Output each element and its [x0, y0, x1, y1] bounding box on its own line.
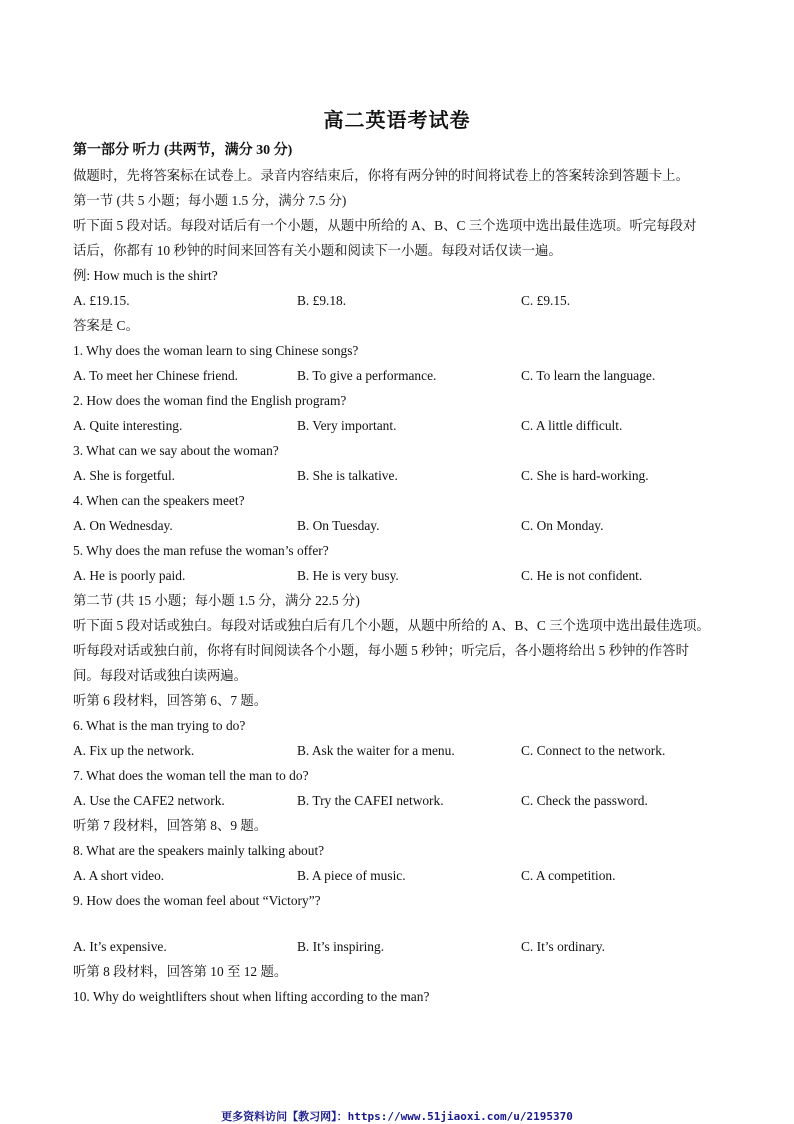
section2-instruction: 听下面 5 段对话或独白。每段对话或独白后有几个小题，从题中所给的 A、B、C 三个选项中选出最佳选项。: [73, 618, 710, 633]
footer-link[interactable]: 更多资料访问【教习网】：https://www.51jiaoxi.com/u/2195370: [221, 1110, 573, 1123]
example-answer: 答案是 C。: [73, 318, 139, 333]
question-8-option-b: B. A piece of music.: [297, 868, 406, 883]
question-8-option-c: C. A competition.: [521, 868, 616, 883]
question-9-option-b: B. It’s inspiring.: [297, 939, 385, 954]
question-3-option-a: A. She is forgetful.: [73, 468, 176, 483]
question-5-option-a: A. He is poorly paid.: [73, 568, 186, 583]
question-2-option-b: B. Very important.: [297, 418, 397, 433]
question-10: 10. Why do weightlifters shout when lifting according to the man?: [73, 989, 430, 1004]
question-9-option-a: A. It’s expensive.: [73, 939, 167, 954]
question-3: 3. What can we say about the woman?: [73, 443, 279, 458]
intro-text: 做题时，先将答案标在试卷上。录音内容结束后，你将有两分钟的时间将试卷上的答案转涂到答题卡上。: [73, 168, 689, 183]
question-6: 6. What is the man trying to do?: [73, 718, 246, 733]
question-6-option-a: A. Fix up the network.: [73, 743, 195, 758]
section1-instruction: 话后，你都有 10 秒钟的时间来回答有关小题和阅读下一小题。每段对话仅读一遍。: [73, 243, 562, 258]
section2-instruction: 间。每段对话或独白读两遍。: [73, 668, 248, 683]
question-4-option-b: B. On Tuesday.: [297, 518, 380, 533]
part1-heading: 第一部分 听力 (共两节，满分 30 分): [73, 143, 293, 158]
question-1-option-a: A. To meet her Chinese friend.: [73, 368, 239, 383]
question-7-option-a: A. Use the CAFE2 network.: [73, 793, 225, 808]
question-9: 9. How does the woman feel about “Victory”?: [73, 893, 321, 908]
question-4-option-a: A. On Wednesday.: [73, 518, 173, 533]
question-2-option-a: A. Quite interesting.: [73, 418, 183, 433]
example-option-c: C. £9.15.: [521, 293, 571, 308]
question-6-option-c: C. Connect to the network.: [521, 743, 666, 758]
question-3-option-c: C. She is hard-working.: [521, 468, 649, 483]
material-8-note: 听第 8 段材料，回答第 10 至 12 题。: [73, 964, 288, 979]
question-3-option-b: B. She is talkative.: [297, 468, 398, 483]
question-5-option-b: B. He is very busy.: [297, 568, 399, 583]
question-1: 1. Why does the woman learn to sing Chinese songs?: [73, 343, 359, 358]
material-7-note: 听第 7 段材料，回答第 8、9 题。: [73, 818, 268, 833]
question-8: 8. What are the speakers mainly talking about?: [73, 843, 325, 858]
material-6-note: 听第 6 段材料，回答第 6、7 题。: [73, 693, 268, 708]
question-7-option-c: C. Check the password.: [521, 793, 648, 808]
question-5-option-c: C. He is not confident.: [521, 568, 643, 583]
question-1-option-b: B. To give a performance.: [297, 368, 437, 383]
section1-instruction: 听下面 5 段对话。每段对话后有一个小题，从题中所给的 A、B、C 三个选项中选出最佳选项。听完每段对: [73, 218, 697, 233]
example-option-b: B. £9.18.: [297, 293, 347, 308]
section2-instruction: 听每段对话或独白前，你将有时间阅读各个小题，每小题 5 秒钟；听完后，各小题将给出 5 秒钟的作答时: [73, 643, 689, 658]
section1-heading: 第一节 (共 5 小题；每小题 1.5 分，满分 7.5 分): [73, 193, 347, 208]
question-2-option-c: C. A little difficult.: [521, 418, 623, 433]
question-1-option-c: C. To learn the language.: [521, 368, 656, 383]
question-2: 2. How does the woman find the English program?: [73, 393, 347, 408]
question-5: 5. Why does the man refuse the woman’s offer?: [73, 543, 329, 558]
example-option-a: A. £19.15.: [73, 293, 130, 308]
question-9-option-c: C. It’s ordinary.: [521, 939, 605, 954]
question-4-option-c: C. On Monday.: [521, 518, 604, 533]
question-4: 4. When can the speakers meet?: [73, 493, 245, 508]
question-7: 7. What does the woman tell the man to do?: [73, 768, 309, 783]
example-question: 例: How much is the shirt?: [73, 268, 218, 283]
question-8-option-a: A. A short video.: [73, 868, 165, 883]
question-6-option-b: B. Ask the waiter for a menu.: [297, 743, 455, 758]
question-7-option-b: B. Try the CAFEI network.: [297, 793, 444, 808]
section2-heading: 第二节 (共 15 小题；每小题 1.5 分，满分 22.5 分): [73, 593, 360, 608]
page-title: 高二英语考试卷: [323, 110, 471, 132]
